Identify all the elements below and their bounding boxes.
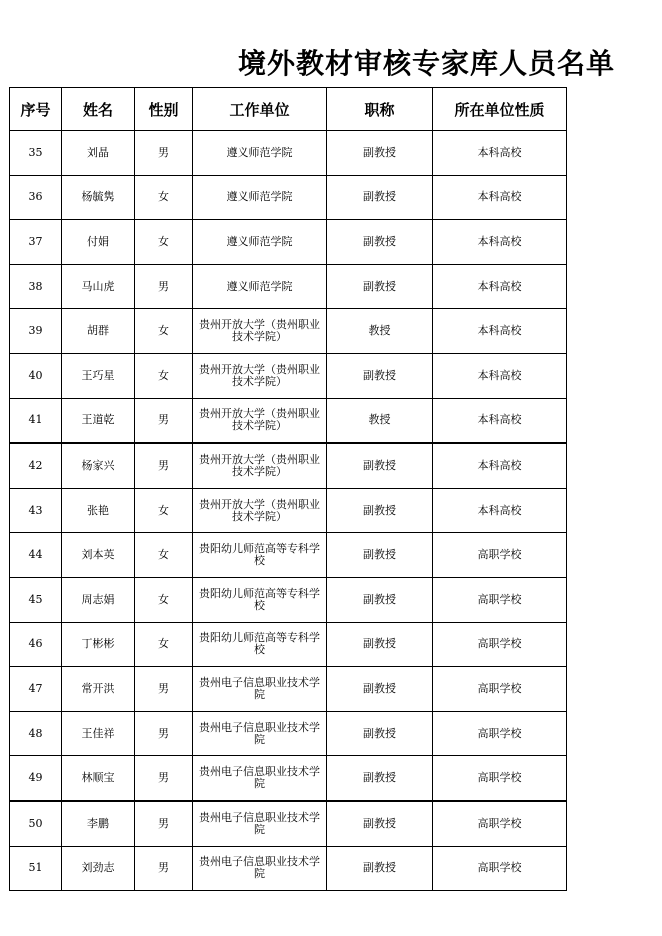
cell-gender: 女 — [135, 488, 193, 533]
cell-unit-type: 本科高校 — [433, 131, 567, 176]
cell-gender: 男 — [135, 131, 193, 176]
cell-unit-type: 高职学校 — [433, 711, 567, 756]
expert-roster-table — [9, 87, 567, 891]
cell-unit-type: 本科高校 — [433, 264, 567, 309]
cell-unit: 贵州开放大学（贵州职业技术学院） — [193, 488, 327, 533]
table-row — [10, 667, 567, 712]
cell-unit: 贵州开放大学（贵州职业技术学院） — [193, 353, 327, 398]
header-unit-type: 所在单位性质 — [433, 88, 567, 131]
cell-gender: 男 — [135, 264, 193, 309]
table-row — [10, 801, 567, 846]
cell-unit-type: 本科高校 — [433, 220, 567, 265]
cell-unit: 贵阳幼儿师范高等专科学校 — [193, 577, 327, 622]
cell-seq: 51 — [10, 846, 62, 891]
cell-unit-type: 本科高校 — [433, 353, 567, 398]
cell-seq: 38 — [10, 264, 62, 309]
table-row — [10, 846, 567, 891]
cell-seq: 44 — [10, 533, 62, 578]
cell-unit-type: 本科高校 — [433, 309, 567, 354]
cell-rank: 副教授 — [327, 801, 433, 846]
cell-seq: 50 — [10, 801, 62, 846]
table-row — [10, 711, 567, 756]
cell-rank: 副教授 — [327, 443, 433, 488]
cell-seq: 46 — [10, 622, 62, 667]
table-row — [10, 309, 567, 354]
cell-rank: 副教授 — [327, 622, 433, 667]
table-row — [10, 756, 567, 801]
table-row — [10, 533, 567, 578]
cell-name: 杨家兴 — [62, 443, 135, 488]
cell-gender: 男 — [135, 801, 193, 846]
cell-unit-type: 高职学校 — [433, 577, 567, 622]
cell-name: 王道乾 — [62, 398, 135, 443]
table-row — [10, 622, 567, 667]
cell-unit: 遵义师范学院 — [193, 220, 327, 265]
cell-name: 刘劲志 — [62, 846, 135, 891]
cell-unit: 贵州开放大学（贵州职业技术学院） — [193, 309, 327, 354]
cell-unit: 贵阳幼儿师范高等专科学校 — [193, 622, 327, 667]
cell-seq: 39 — [10, 309, 62, 354]
cell-gender: 男 — [135, 711, 193, 756]
cell-unit: 贵州电子信息职业技术学院 — [193, 846, 327, 891]
cell-name: 刘晶 — [62, 131, 135, 176]
table-row — [10, 398, 567, 443]
table-row — [10, 264, 567, 309]
cell-name: 杨毓隽 — [62, 175, 135, 220]
cell-unit: 贵州开放大学（贵州职业技术学院） — [193, 443, 327, 488]
cell-unit: 贵州电子信息职业技术学院 — [193, 711, 327, 756]
cell-rank: 副教授 — [327, 667, 433, 712]
cell-unit-type: 高职学校 — [433, 533, 567, 578]
cell-rank: 副教授 — [327, 220, 433, 265]
cell-seq: 41 — [10, 398, 62, 443]
cell-unit-type: 本科高校 — [433, 488, 567, 533]
table-header-row — [10, 88, 567, 131]
cell-gender: 女 — [135, 577, 193, 622]
cell-gender: 女 — [135, 533, 193, 578]
table-row — [10, 220, 567, 265]
page-title: 境外教材审核专家库人员名单 — [238, 47, 616, 80]
cell-unit: 贵州电子信息职业技术学院 — [193, 667, 327, 712]
cell-name: 刘本英 — [62, 533, 135, 578]
cell-name: 常开洪 — [62, 667, 135, 712]
header-unit: 工作单位 — [193, 88, 327, 131]
cell-name: 张艳 — [62, 488, 135, 533]
cell-unit: 遵义师范学院 — [193, 264, 327, 309]
cell-seq: 47 — [10, 667, 62, 712]
cell-name: 丁彬彬 — [62, 622, 135, 667]
cell-unit-type: 本科高校 — [433, 443, 567, 488]
cell-unit: 遵义师范学院 — [193, 175, 327, 220]
cell-name: 周志娟 — [62, 577, 135, 622]
cell-seq: 42 — [10, 443, 62, 488]
cell-unit-type: 高职学校 — [433, 846, 567, 891]
cell-unit: 贵州电子信息职业技术学院 — [193, 756, 327, 801]
cell-gender: 女 — [135, 622, 193, 667]
header-seq: 序号 — [10, 88, 62, 131]
cell-gender: 男 — [135, 667, 193, 712]
cell-gender: 男 — [135, 846, 193, 891]
cell-seq: 37 — [10, 220, 62, 265]
cell-gender: 女 — [135, 309, 193, 354]
cell-rank: 副教授 — [327, 711, 433, 756]
cell-seq: 48 — [10, 711, 62, 756]
cell-rank: 副教授 — [327, 756, 433, 801]
cell-gender: 男 — [135, 398, 193, 443]
cell-seq: 45 — [10, 577, 62, 622]
cell-name: 林顺宝 — [62, 756, 135, 801]
header-name: 姓名 — [62, 88, 135, 131]
cell-unit: 贵州开放大学（贵州职业技术学院） — [193, 398, 327, 443]
cell-seq: 35 — [10, 131, 62, 176]
cell-gender: 女 — [135, 220, 193, 265]
cell-unit-type: 本科高校 — [433, 175, 567, 220]
cell-rank: 副教授 — [327, 533, 433, 578]
table-row — [10, 131, 567, 176]
cell-rank: 副教授 — [327, 175, 433, 220]
cell-unit: 贵州电子信息职业技术学院 — [193, 801, 327, 846]
table-row — [10, 488, 567, 533]
cell-gender: 男 — [135, 443, 193, 488]
cell-unit-type: 高职学校 — [433, 801, 567, 846]
cell-rank: 副教授 — [327, 846, 433, 891]
header-rank: 职称 — [327, 88, 433, 131]
cell-unit-type: 本科高校 — [433, 398, 567, 443]
cell-rank: 教授 — [327, 309, 433, 354]
cell-gender: 男 — [135, 756, 193, 801]
cell-name: 李鹏 — [62, 801, 135, 846]
cell-rank: 副教授 — [327, 488, 433, 533]
cell-seq: 36 — [10, 175, 62, 220]
cell-gender: 女 — [135, 175, 193, 220]
cell-rank: 副教授 — [327, 353, 433, 398]
cell-unit-type: 高职学校 — [433, 756, 567, 801]
cell-name: 王佳祥 — [62, 711, 135, 756]
cell-unit-type: 高职学校 — [433, 667, 567, 712]
cell-gender: 女 — [135, 353, 193, 398]
cell-seq: 43 — [10, 488, 62, 533]
table-row — [10, 353, 567, 398]
cell-name: 马山虎 — [62, 264, 135, 309]
cell-rank: 副教授 — [327, 577, 433, 622]
table-row — [10, 443, 567, 488]
cell-name: 王巧星 — [62, 353, 135, 398]
cell-name: 付娟 — [62, 220, 135, 265]
table-row — [10, 175, 567, 220]
cell-unit: 遵义师范学院 — [193, 131, 327, 176]
cell-seq: 40 — [10, 353, 62, 398]
cell-unit-type: 高职学校 — [433, 622, 567, 667]
cell-name: 胡群 — [62, 309, 135, 354]
cell-unit: 贵阳幼儿师范高等专科学校 — [193, 533, 327, 578]
table-row — [10, 577, 567, 622]
cell-rank: 副教授 — [327, 131, 433, 176]
cell-seq: 49 — [10, 756, 62, 801]
cell-rank: 副教授 — [327, 264, 433, 309]
cell-rank: 教授 — [327, 398, 433, 443]
header-gender: 性别 — [135, 88, 193, 131]
